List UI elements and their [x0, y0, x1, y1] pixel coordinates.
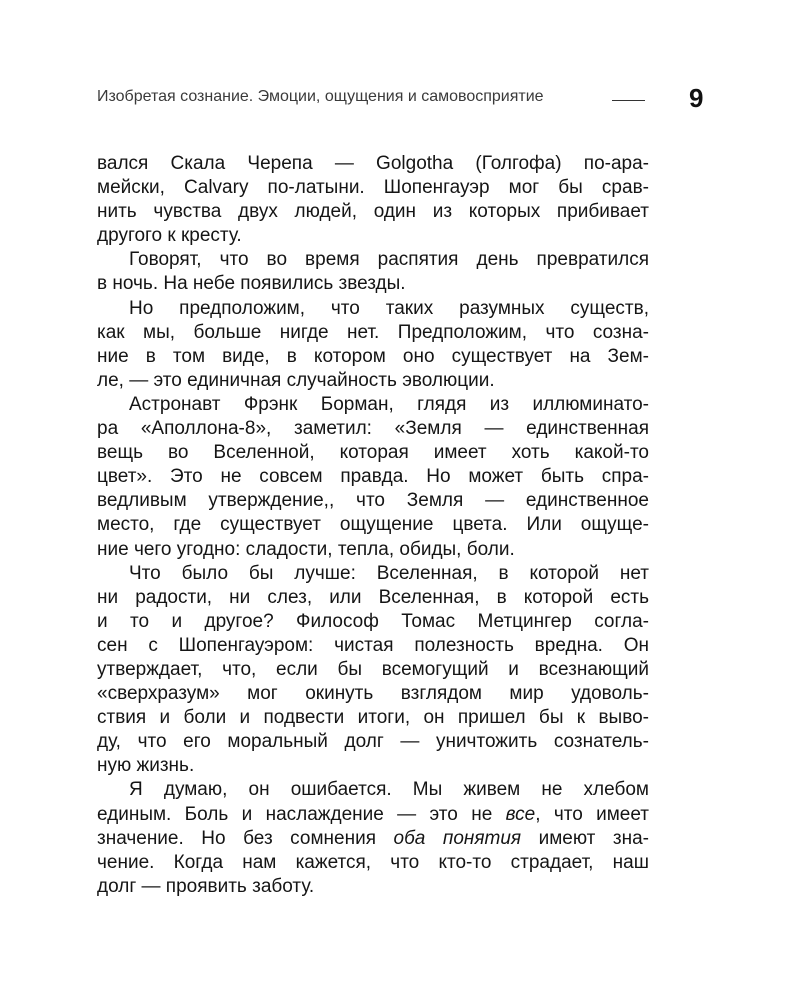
text-line: ду, что его моральный долг — уничтожить сознатель- [97, 731, 649, 753]
text-run: , что имеет [535, 803, 650, 825]
text-line: вещь во Вселенной, которая имеет хоть какой-то [97, 442, 649, 464]
text-run: единым. Боль и наслаждение — это не [97, 803, 506, 825]
text-line: чение. Когда нам кажется, что кто-то страдает, наш [97, 851, 649, 873]
text-run: имеют зна- [521, 827, 649, 849]
text-line: Говорят, что во время распятия день превратился [129, 249, 649, 271]
text-line: ную жизнь. [97, 755, 195, 777]
page-number: 9 [689, 83, 704, 113]
paragraph-3 [97, 297, 649, 393]
text-line: Что было бы лучше: Вселенная, в которой нет [129, 562, 649, 584]
text-line: Я думаю, он ошибается. Мы живем не хлебом [129, 779, 649, 801]
body-text [97, 152, 649, 899]
text-line: и то и другое? Философ Томас Метцингер согла- [97, 610, 649, 632]
paragraph-6 [97, 778, 649, 898]
paragraph-5 [97, 562, 649, 779]
paragraph-4 [97, 393, 649, 562]
text-line: ни радости, ни слез, или Вселенная, в которой есть [97, 586, 649, 608]
text-line: сен с Шопенгауэром: чистая полезность вредна. Он [97, 634, 649, 656]
text-line: Астронавт Фрэнк Борман, глядя из иллюминато- [129, 393, 649, 415]
running-header [97, 83, 709, 116]
text-line: место, где существует ощущение цвета. Или ощуще- [97, 514, 649, 536]
text-line: ствия и боли и подвести итоги, он пришел бы к выво- [97, 707, 649, 729]
text-line: ние в том виде, в котором оно существует на Зем- [97, 345, 649, 367]
text-run: значение. Но без сомнения [97, 827, 394, 849]
text-line: утверждает, что, если бы всемогущий и всезнающий [97, 658, 649, 680]
text-line: долг — проявить заботу. [97, 875, 315, 897]
paragraph-2 [97, 248, 649, 296]
running-title: Изобретая сознание. Эмоции, ощущения и самовосприятие [97, 88, 544, 105]
text-line: ле, — это единичная случайность эволюции. [97, 369, 495, 391]
text-line: как мы, больше нигде нет. Предположим, что созна- [97, 321, 649, 343]
text-line: цвет». Это не совсем правда. Но может быть спра- [97, 466, 649, 488]
text-line: другого к кресту. [97, 225, 242, 247]
text-line: ние чего угодно: сладости, тепла, обиды, боли. [97, 538, 515, 560]
text-line: вался Скала Черепа — Golgotha (Голгофа) по-ара- [97, 153, 649, 174]
text-line: Но предположим, что таких разумных существ, [129, 297, 649, 319]
text-line: ра «Аполлона-8», заметил: «Земля — единственная [97, 418, 649, 440]
text-line: в ночь. На небе появились звезды. [97, 273, 406, 295]
emphasis-text: оба понятия [393, 827, 522, 849]
text-line: мейски, Calvary по-латыни. Шопенгауэр мог бы срав- [97, 177, 649, 199]
text-line: ведливым утверждение,, что Земля — единственное [97, 490, 649, 512]
emphasis-text: все [505, 803, 536, 825]
paragraph-1 [97, 152, 649, 248]
text-line [97, 803, 649, 827]
text-line [97, 827, 649, 851]
text-line: «сверхразум» мог окинуть взглядом мир удоволь- [97, 683, 649, 705]
text-line: нить чувства двух людей, один из которых прибивает [97, 201, 649, 223]
header-rule [612, 100, 645, 101]
